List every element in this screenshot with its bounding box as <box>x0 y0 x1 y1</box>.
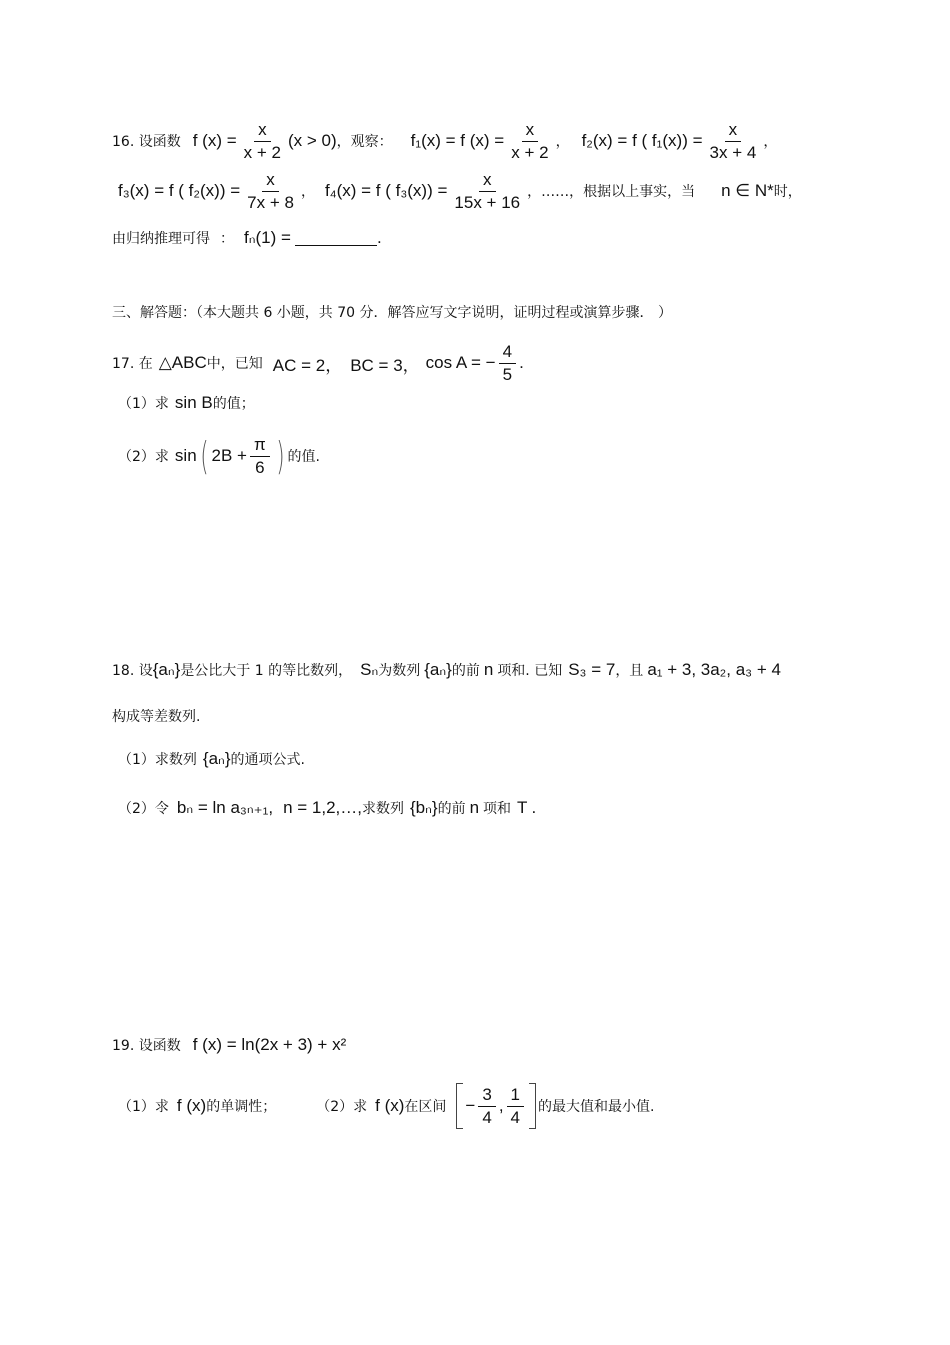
q18-part-1 <box>118 749 305 769</box>
q18-stem-c: 为数列 <box>378 663 421 679</box>
q17-part-2 <box>118 435 320 477</box>
q17-end: . <box>519 353 524 373</box>
q17-p2-label: （2）求 <box>118 449 169 466</box>
q16-f2-numerator: x <box>725 120 742 142</box>
q19-p2-mid: 在区间 <box>404 1099 447 1115</box>
q16-f1-numerator: x <box>522 120 539 142</box>
q18-sequence: a₁ + 3, 3a₂, a₃ + 4 <box>647 660 781 679</box>
q19-b-numerator: 1 <box>507 1085 524 1107</box>
q16-f2-lhs: f₂(x) = f ( f₁(x)) = <box>581 131 703 151</box>
q18-stem-d: 的前 <box>451 663 480 679</box>
q18-s3: S₃ = 7 <box>568 660 616 679</box>
q18-an-2: {aₙ} <box>424 660 452 679</box>
q16-f4-denominator: 15x + 16 <box>454 192 521 212</box>
q18-p2-label: （2）令 <box>118 801 169 817</box>
q16-f-def-lhs: f (x) = <box>192 131 237 151</box>
q17-p1-math: sin B <box>174 393 213 412</box>
q17-p2-sin: sin <box>174 446 197 466</box>
q18-part-2 <box>118 798 536 818</box>
q18-stem-f: ，且 <box>615 663 644 679</box>
q16-f2-fraction <box>706 120 761 162</box>
q19-interval-left-fraction <box>478 1085 495 1127</box>
q16-colon: ： <box>220 231 234 247</box>
q17-p2-tail: 的值. <box>287 449 320 466</box>
q17-part-1 <box>118 393 255 413</box>
q17-stem-b: 中，已知 <box>206 356 263 373</box>
left-paren: ( <box>199 434 209 479</box>
q17-cos-numerator: 4 <box>499 342 516 364</box>
q17-stem-a: 17. 在 <box>112 356 153 373</box>
q18-p1-an: {aₙ} <box>202 749 231 768</box>
q17-stem <box>112 342 524 384</box>
q16-period: . <box>376 228 382 247</box>
q19-p2-f: f (x) <box>375 1096 405 1115</box>
q17-p2-denominator: 6 <box>255 457 265 477</box>
q18-p1-tail: 的通项公式. <box>230 752 305 768</box>
q16-f1-denominator: x + 2 <box>511 142 549 162</box>
q16-induction-text: 由归纳推理可得 <box>112 231 210 247</box>
q18-stem-b: 是公比大于 1 的等比数列， <box>180 663 353 679</box>
q18-p2-front: 的前 <box>437 801 466 817</box>
q18-p2-sum: 项和 <box>483 801 512 817</box>
q16-f1-lhs: f₁(x) = f (x) = <box>410 131 505 151</box>
q16-f-def-numerator: x <box>254 120 271 142</box>
q16-f4-fraction <box>450 170 524 212</box>
q16-line-1 <box>112 120 777 162</box>
q17-bc: BC = 3， <box>350 355 420 375</box>
q18-n: n <box>483 660 494 679</box>
q16-comma-3: ， <box>300 184 315 201</box>
q17-triangle: △ABC <box>158 353 207 373</box>
q17-p2-fraction <box>250 435 270 477</box>
q16-f1-fraction <box>507 120 552 162</box>
q19-p2-tail: 的最大值和最小值. <box>538 1099 655 1115</box>
left-bracket <box>456 1083 463 1129</box>
q18-stem-e: 项和. 已知 <box>497 663 563 679</box>
q17-p1-tail: 的值； <box>212 396 255 412</box>
q17-p2-2b: 2B + <box>211 446 247 466</box>
q16-comma-2: ， <box>763 134 778 151</box>
q19-stem <box>112 1035 346 1055</box>
q17-cos-denominator: 5 <box>502 364 513 384</box>
q19-sep: , <box>498 1096 504 1115</box>
q16-when: 时， <box>773 184 802 201</box>
q16-f3-fraction <box>243 170 298 212</box>
q19-a-numerator: 3 <box>478 1085 495 1107</box>
q19-a-denominator: 4 <box>482 1107 492 1127</box>
q18-p1-label: （1）求数列 <box>118 752 197 768</box>
answer-blank <box>295 231 377 246</box>
q17-ac: AC = 2， <box>272 355 343 375</box>
q16-observe: ，观察： <box>336 134 393 151</box>
q17-cosA: cos A = − <box>425 353 496 373</box>
q18-stem <box>112 660 781 680</box>
right-bracket <box>529 1083 536 1129</box>
q19-b-denominator: 4 <box>510 1107 521 1127</box>
q16-line-3 <box>112 228 382 248</box>
q16-f3-denominator: 7x + 8 <box>247 192 294 212</box>
q16-number: 16. 设函数 <box>112 134 181 151</box>
q16-f4-lhs: f₄(x) = f ( f₃(x)) = <box>324 181 448 201</box>
q18-line-2: 构成等差数列. <box>112 709 201 725</box>
q16-f2-denominator: 3x + 4 <box>709 142 757 162</box>
q17-p2-numerator: π <box>250 435 270 457</box>
q16-f-def-fraction <box>240 120 285 162</box>
q19-f: f (x) = ln(2x + 3) + x² <box>192 1035 347 1054</box>
section-3-heading: 三、解答题：（本大题共 6 小题，共 70 分．解答应写文字说明，证明过程或演算步骤． ） <box>112 305 672 321</box>
q16-f-def-denominator: x + 2 <box>243 142 281 162</box>
q19-stem-text: 19. 设函数 <box>112 1038 181 1054</box>
q19-p2-label: （2）求 <box>316 1099 368 1115</box>
q18-an: {aₙ} <box>152 660 181 679</box>
q16-line-2 <box>118 170 802 212</box>
q18-p2-range: n = 1,2,…, <box>283 798 362 817</box>
q18-sn: Sₙ <box>360 660 379 679</box>
q16-f3-lhs: f₃(x) = f ( f₂(x)) = <box>118 181 241 201</box>
q17-p1-label: （1）求 <box>118 396 169 412</box>
q16-f4-numerator: x <box>479 170 496 192</box>
q18-stem-a: 18. 设 <box>112 663 153 679</box>
q18-p2-end: . <box>531 798 537 817</box>
q16-tail: ，……，根据以上事实，当 <box>527 184 696 201</box>
q18-p2-n: n <box>469 798 480 817</box>
q16-comma-1: ， <box>555 134 570 151</box>
q16-fn1: fₙ(1) = <box>244 228 291 247</box>
q19-neg: − <box>465 1096 476 1115</box>
q18-p2-T: T <box>517 798 528 817</box>
q18-p2-bn: bₙ = ln a₃ₙ₊₁, <box>176 798 274 817</box>
right-paren: ) <box>276 434 285 479</box>
q16-f3-numerator: x <box>262 170 279 192</box>
q17-cos-fraction <box>499 342 516 384</box>
q19-p1-label: （1）求 <box>118 1099 169 1115</box>
q18-p2-mid: 求数列 <box>361 801 404 817</box>
q16-condition: n ∈ N* <box>721 181 774 201</box>
q19-interval-right-fraction <box>507 1085 524 1127</box>
q19-p1-f: f (x) <box>176 1096 207 1115</box>
q19-p1-tail: 的单调性； <box>206 1099 277 1115</box>
q18-p2-bset: {bₙ} <box>409 798 438 817</box>
q19-parts <box>118 1083 654 1129</box>
q16-f-def-condition: (x > 0) <box>287 131 337 151</box>
